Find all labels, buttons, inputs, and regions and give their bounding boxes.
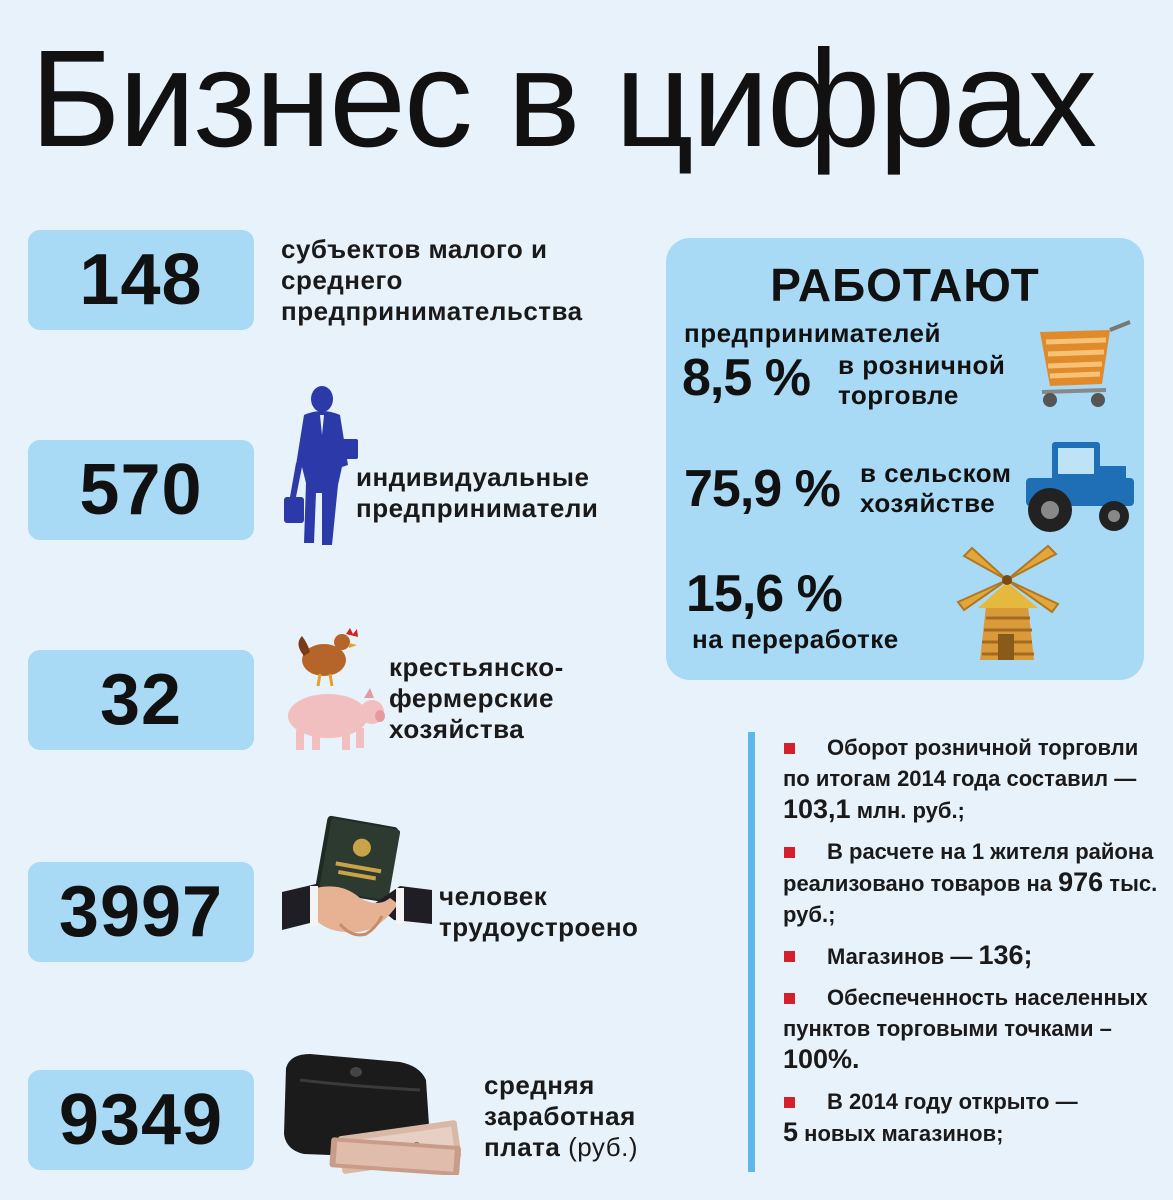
stat-label-individual: индивидуальные предприниматели <box>356 462 599 523</box>
stat-label-smb: субъектов малого и среднего предпринимательства <box>281 234 583 326</box>
works-panel <box>666 238 1144 680</box>
handshake-workbook-icon <box>282 812 432 952</box>
stat-label-salary <box>484 1070 684 1163</box>
fact-text: В 2014 году открыто — <box>827 1089 1078 1114</box>
fact-text: В расчете на 1 жителя района реализовано товаров на <box>783 839 1154 896</box>
fact-tail: новых магазинов; <box>804 1121 1004 1146</box>
bullet-square <box>784 743 795 754</box>
fact-item <box>783 836 1168 930</box>
fact-highlight: 103,1 <box>783 794 851 824</box>
fact-highlight: 136; <box>978 940 1033 970</box>
stat-value-farms: 32 <box>28 650 254 750</box>
salary-label-text: средняя заработная плата <box>484 1070 636 1162</box>
panel-subheading: предпринимателей <box>684 318 941 348</box>
panel-value-processing: 15,6 % <box>686 565 842 623</box>
stat-value-smb: 148 <box>28 230 254 330</box>
stat-value-salary: 9349 <box>28 1070 254 1170</box>
panel-value-retail: 8,5 % <box>682 349 810 407</box>
panel-label-processing: на переработке <box>692 624 899 654</box>
stat-label-farms: крестьянско-фермерские хозяйства <box>389 652 564 744</box>
facts-list <box>748 732 1168 1172</box>
panel-value-agri: 75,9 % <box>684 460 840 518</box>
fact-text: Оборот розничной торговли по итогам 2014 года составил — <box>783 735 1139 791</box>
stat-label-employed: человек трудоустроено <box>439 881 639 942</box>
salary-label-unit: (руб.) <box>568 1132 639 1162</box>
chicken-pig-icon <box>276 622 386 752</box>
fact-item <box>783 940 1168 972</box>
stat-value-individual: 570 <box>28 440 254 540</box>
fact-item <box>783 982 1168 1076</box>
bullet-square <box>784 993 795 1004</box>
fact-highlight: 100%. <box>783 1044 860 1074</box>
fact-text: Обеспеченность населенных пунктов торговыми точками – <box>783 985 1148 1041</box>
fact-highlight: 5 <box>783 1117 799 1147</box>
bullet-square <box>784 847 795 858</box>
bullet-square <box>784 1097 795 1108</box>
fact-tail: млн. руб.; <box>856 798 965 823</box>
fact-tail: тыс. руб.; <box>783 871 1158 927</box>
wallet-money-icon <box>280 1050 470 1175</box>
tractor-icon <box>1022 438 1138 534</box>
panel-label-agri: в сельском хозяйстве <box>860 458 1012 518</box>
businessman-icon <box>282 385 362 550</box>
panel-heading: РАБОТАЮТ <box>770 259 1040 311</box>
panel-label-retail: в розничной торговле <box>838 350 1006 410</box>
stat-value-employed: 3997 <box>28 862 254 962</box>
fact-item <box>783 732 1168 826</box>
bullet-square <box>784 951 795 962</box>
windmill-icon <box>952 542 1062 666</box>
fact-item <box>783 1086 1168 1149</box>
fact-text: Магазинов — <box>827 944 973 969</box>
shopping-cart-icon <box>1032 316 1140 412</box>
page-title: Бизнес в цифрах <box>30 22 1096 176</box>
fact-highlight: 976 <box>1058 867 1104 897</box>
